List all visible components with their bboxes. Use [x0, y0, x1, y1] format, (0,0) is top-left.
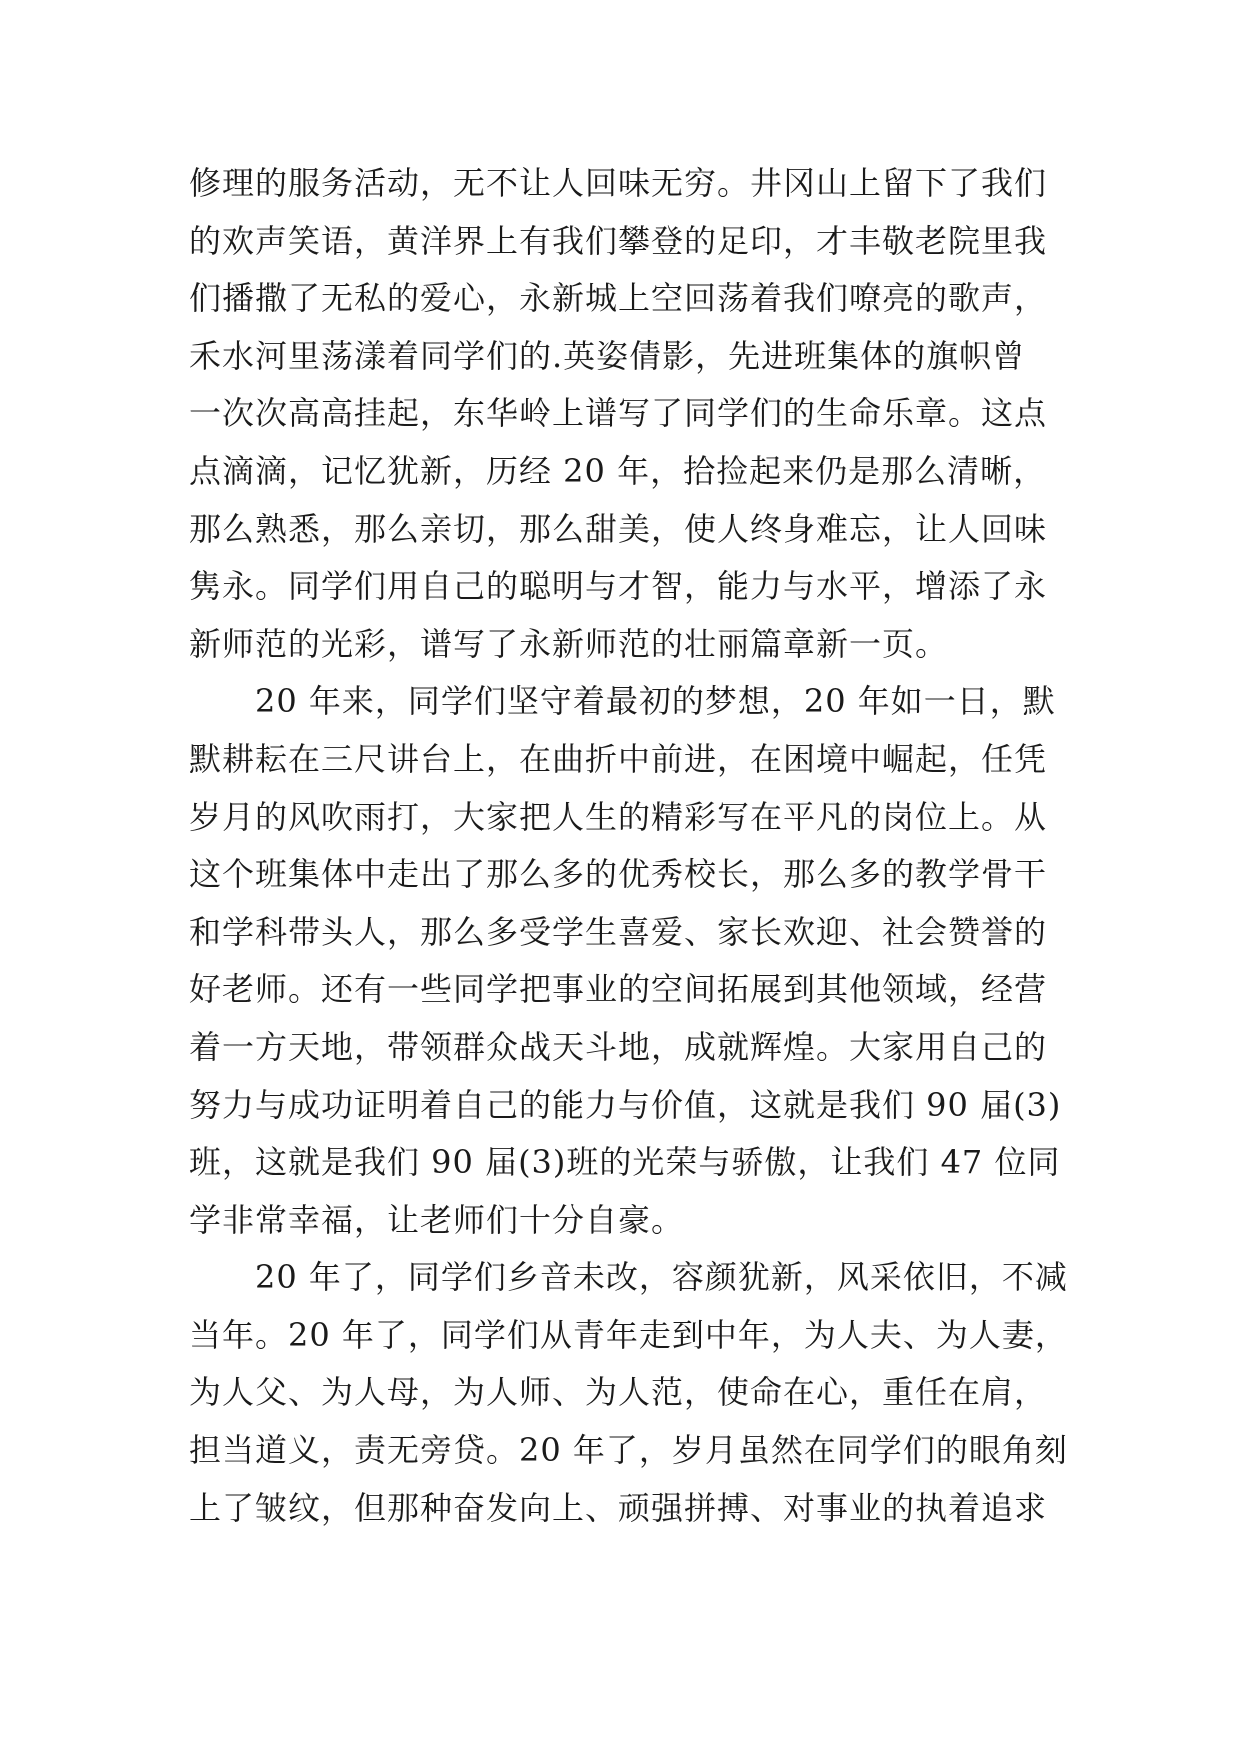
- text-line: 努力与成功证明着自己的能力与价值，这就是我们 90 届(3): [189, 1085, 1062, 1124]
- paragraph-1: [189, 155, 1069, 673]
- document-body: [189, 155, 1069, 1537]
- text-line: 当年。20 年了，同学们从青年走到中年，为人夫、为人妻，: [189, 1315, 1068, 1354]
- text-line: 禾水河里荡漾着同学们的.英姿倩影，先进班集体的旗帜曾: [189, 336, 1026, 375]
- text-line: 一次次高高挂起，东华岭上谱写了同学们的生命乐章。这点: [189, 394, 1048, 433]
- text-line: 们播撒了无私的爱心，永新城上空回荡着我们嘹亮的歌声，: [189, 279, 1048, 318]
- text-line: 担当道义，责无旁贷。20 年了，岁月虽然在同学们的眼角刻: [189, 1431, 1068, 1470]
- text-line: 点滴滴，记忆犹新，历经 20 年，拾捡起来仍是那么清晰，: [189, 451, 1047, 490]
- text-line: 修理的服务活动，无不让人回味无穷。井冈山上留下了我们: [189, 164, 1048, 202]
- text-line: 的欢声笑语，黄洋界上有我们攀登的足印，才丰敬老院里我: [189, 221, 1048, 260]
- text-line: 岁月的风吹雨打，大家把人生的精彩写在平凡的岗位上。从: [189, 797, 1048, 836]
- text-line: 着一方天地，带领群众战天斗地，成就辉煌。大家用自己的: [189, 1027, 1048, 1066]
- text-line: 隽永。同学们用自己的聪明与才智，能力与水平，增添了永: [189, 567, 1048, 606]
- text-line: 好老师。还有一些同学把事业的空间拓展到其他领域，经营: [189, 970, 1048, 1009]
- text-line: 班，这就是我们 90 届(3)班的光荣与骄傲，让我们 47 位同: [189, 1143, 1061, 1182]
- text-line: 新师范的光彩，谱写了永新师范的壮丽篇章新一页。: [189, 624, 949, 663]
- text-line: 学非常幸福，让老师们十分自豪。: [189, 1200, 685, 1239]
- text-line: 默耕耘在三尺讲台上，在曲折中前进，在困境中崛起，任凭: [189, 739, 1048, 778]
- text-line: 这个班集体中走出了那么多的优秀校长，那么多的教学骨干: [189, 855, 1048, 894]
- text-line: 上了皱纹，但那种奋发向上、顽强拼搏、对事业的执着追求: [189, 1488, 1048, 1527]
- text-line: 20 年了，同学们乡音未改，容颜犹新，风采依旧，不减: [255, 1258, 1068, 1297]
- paragraph-2: [189, 673, 1069, 1249]
- text-line: 为人父、为人母，为人师、为人范，使命在心，重任在肩，: [189, 1373, 1048, 1412]
- text-line: 和学科带头人，那么多受学生喜爱、家长欢迎、社会赞誉的: [189, 912, 1048, 951]
- text-line: 那么熟悉，那么亲切，那么甜美，使人终身难忘，让人回味: [189, 509, 1048, 548]
- paragraph-3: [189, 1249, 1069, 1537]
- text-line: 20 年来，同学们坚守着最初的梦想，20 年如一日，默: [255, 682, 1056, 721]
